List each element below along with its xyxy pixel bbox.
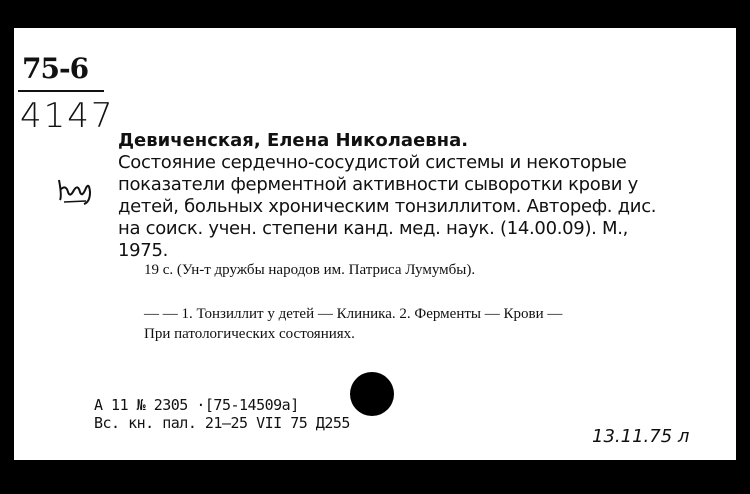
- handwritten-mark: [56, 174, 94, 206]
- registration-line: Вс. кн. пал. 21—25 VII 75 Д255: [94, 414, 350, 432]
- subject-headings-line: — — 1. Тонзиллит у детей — Клиника. 2. Ферменты — Крови —: [144, 306, 563, 322]
- title-line: 1975.: [118, 240, 169, 261]
- call-number-underline: [18, 90, 104, 92]
- registration-line: А 11 № 2305 ·[75-14509а]: [94, 396, 299, 414]
- title-line: детей, больных хроническим тонзиллитом. Автореф. дис.: [118, 196, 657, 217]
- pages-publisher-line: 19 с. (Ун-т дружбы народов им. Патриса Лумумбы).: [144, 262, 476, 278]
- hole-punch-stamp: [350, 372, 394, 416]
- title-line: Состояние сердечно-сосудистой системы и некоторые: [118, 152, 627, 173]
- catalog-card: [14, 28, 736, 460]
- call-number: 75-6: [22, 52, 89, 85]
- inventory-number: 4147: [20, 96, 115, 136]
- subject-headings-line: При патологических состояниях.: [144, 326, 355, 342]
- author-name: Девиченская, Елена Николаевна.: [118, 130, 469, 151]
- handwritten-date: 13.11.75 л: [592, 426, 690, 447]
- title-line: на соиск. учен. степени канд. мед. наук. (14.00.09). М.,: [118, 218, 629, 239]
- title-line: показатели ферментной активности сыворотки крови у: [118, 174, 638, 195]
